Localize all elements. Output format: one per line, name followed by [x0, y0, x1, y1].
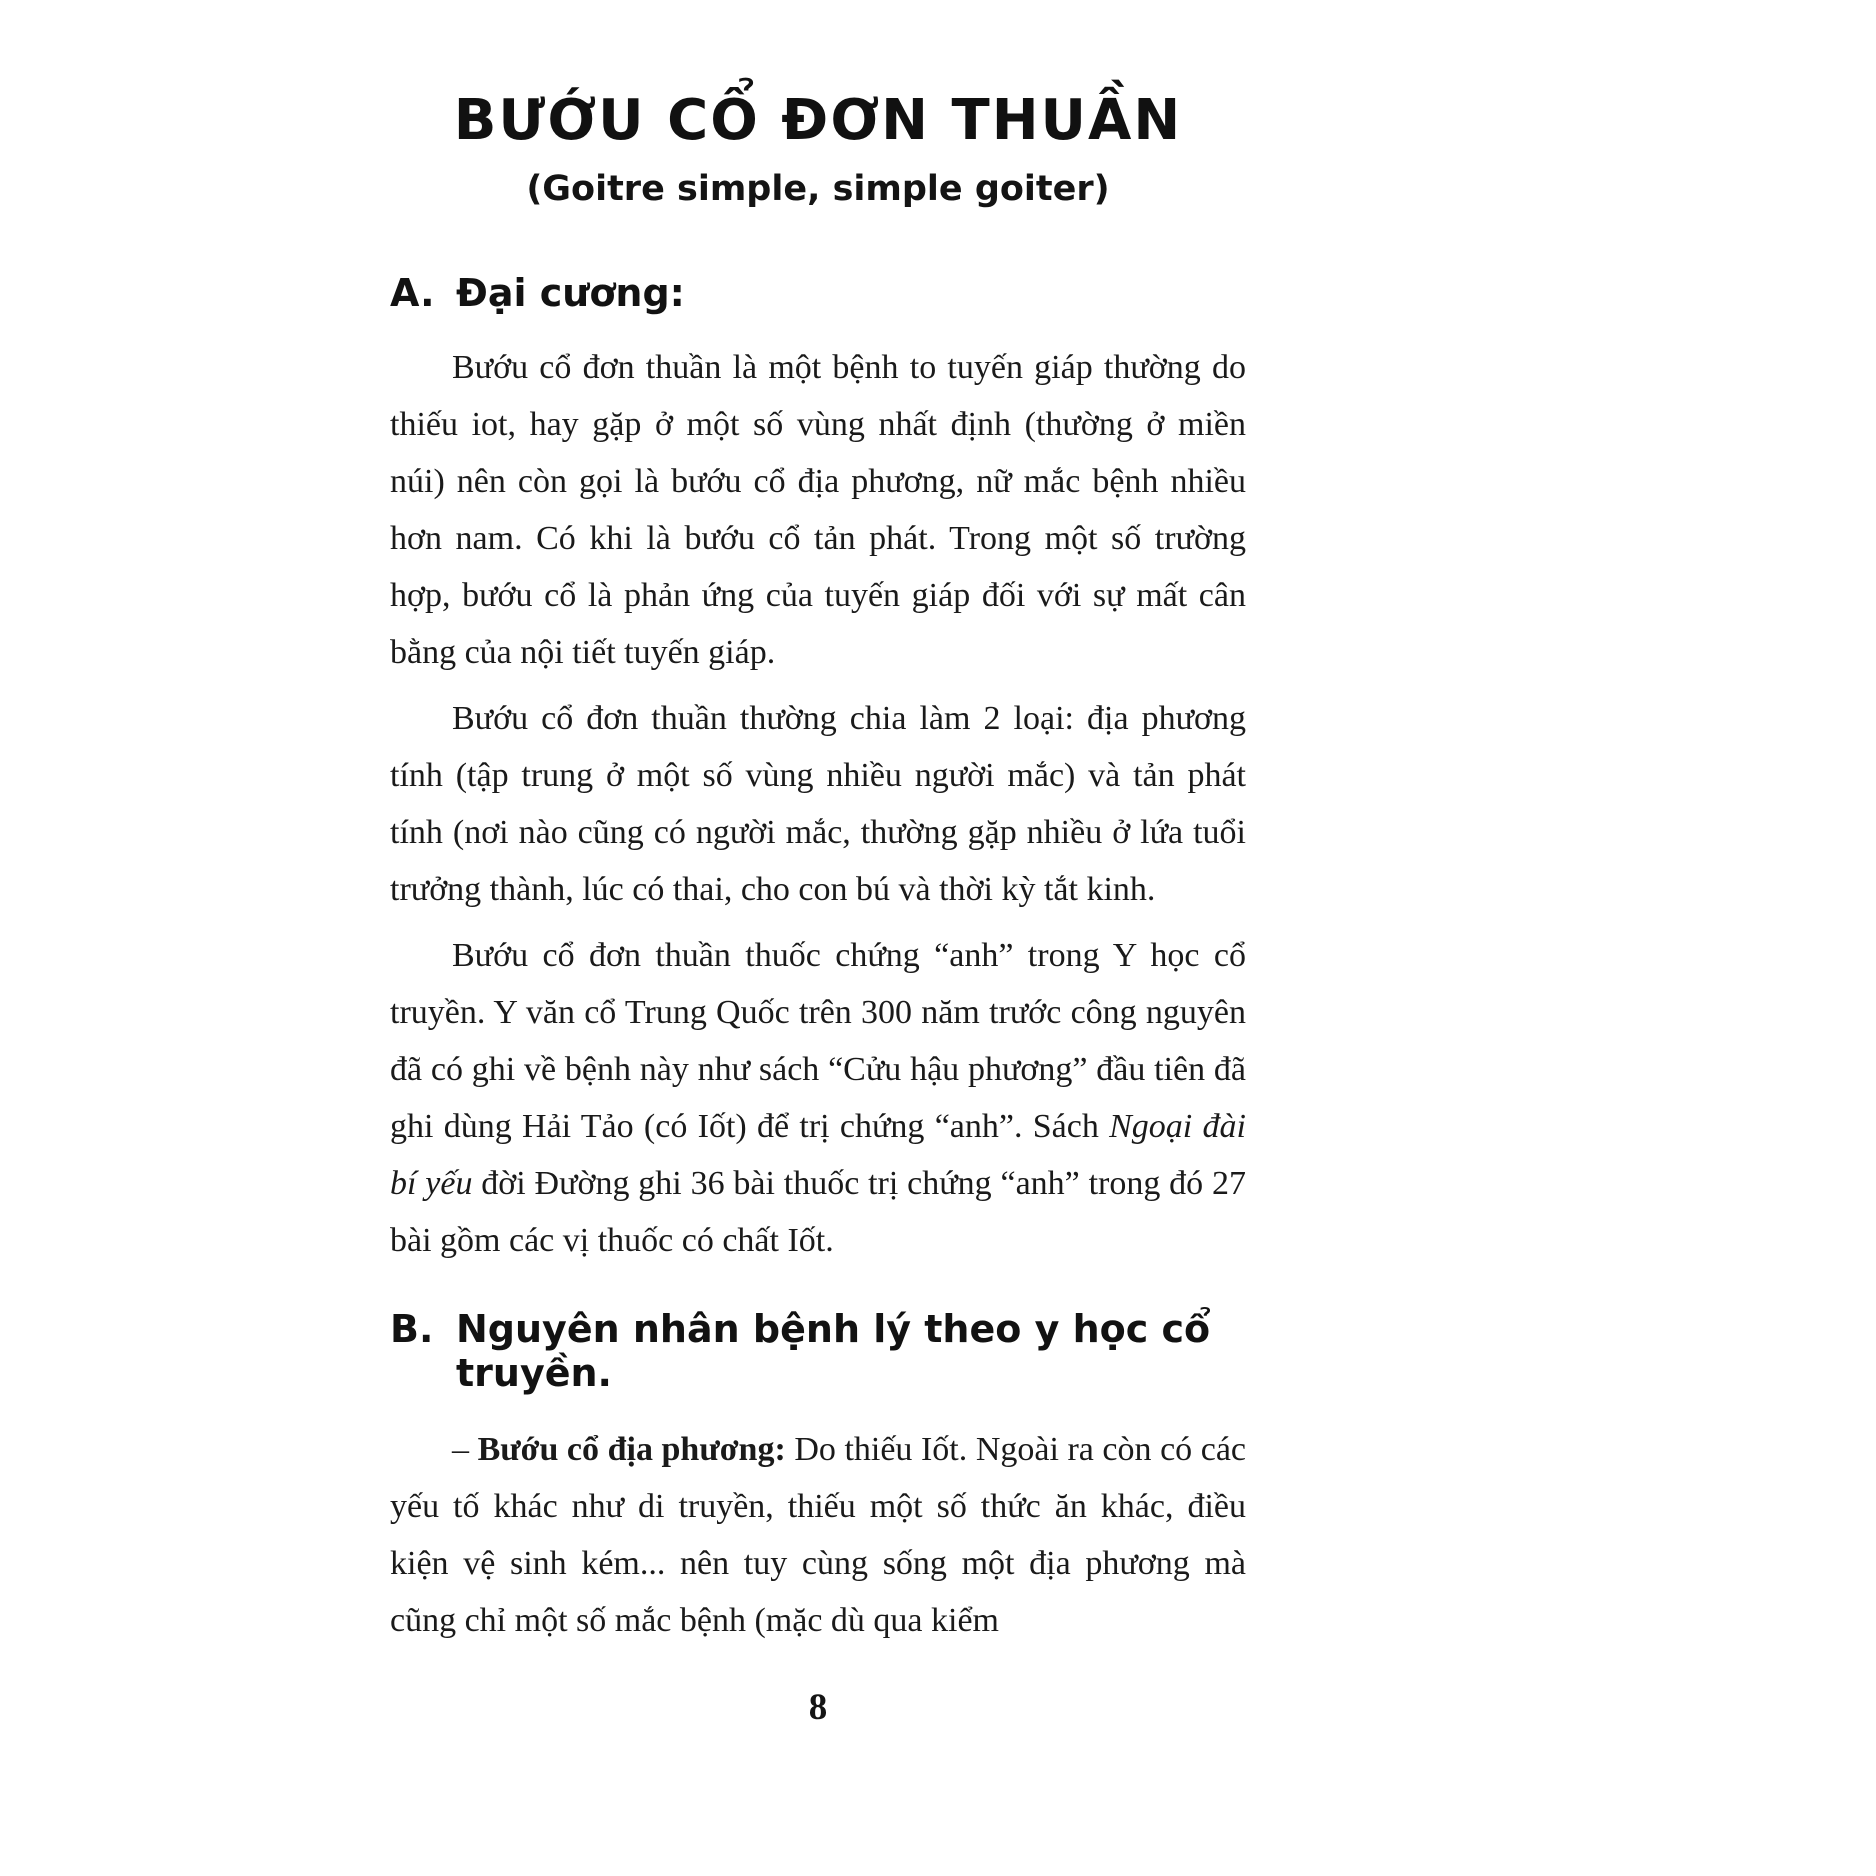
section-a-label: A. [390, 271, 435, 315]
page-title: BƯỚU CỔ ĐƠN THUẦN [453, 88, 1183, 153]
paragraph-1: Bướu cổ đơn thuần là một bệnh to tuyến giáp thường do thiếu iot, hay gặp ở một số vùng nhất định (thường ở miền núi) nên còn gọi là bướu cổ địa phương, nữ mắc bệnh nhiều hơn nam. Có khi là bướu cổ tản phát. Trong một số trường hợp, bướu cổ là phản ứng của tuyến giáp đối với sự mất cân bằng của nội tiết tuyến giáp. [390, 349, 1246, 671]
paragraph-3-start: Bướu cổ đơn thuần thuốc chứng “anh” trong Y học cổ truyền. Y văn cổ Trung Quốc trên 300 năm trước công nguyên đã có ghi về bệnh này như sách “Cửu hậu phương” đầu tiên đã ghi dùng Hải Tảo (có Iốt) để trị chứng “anh”. Sách [390, 937, 1246, 1145]
paragraph-4-lead: Bướu cổ địa phương: [477, 1431, 786, 1468]
paragraph-3-end: đời Đường ghi 36 bài thuốc trị chứng “anh” trong đó 27 bài gồm các vị thuốc có chất Iốt. [390, 1165, 1246, 1259]
paragraph-4-rest: Do thiếu Iốt. Ngoài ra còn có các yếu tố khác như di truyền, thiếu một số thức ăn khác, điều kiện vệ sinh kém... nên tuy cùng sống một địa phương mà cũng chỉ một số mắc bệnh (mặc dù qua kiểm [390, 1431, 1247, 1639]
paragraph-2: Bướu cổ đơn thuần thường chia làm 2 loại: địa phương tính (tập trung ở một số vùng nhiều người mắc) và tản phát tính (nơi nào cũng có người mắc, thường gặp nhiều ở lứa tuổi trưởng thành, lúc có thai, cho con bú và thời kỳ tắt kinh. [390, 700, 1246, 908]
paragraph-4 [390, 1421, 1246, 1649]
paragraph-3 [390, 927, 1246, 1269]
book-title-italic: Ngoại đài bí yếu [390, 1108, 1246, 1202]
paragraph-4-dash: – [452, 1431, 478, 1468]
text-block [390, 0, 1246, 1658]
section-a-heading [390, 271, 1246, 315]
section-b-heading-text: Nguyên nhân bệnh lý theo y học cổ truyền. [456, 1307, 1211, 1395]
section-a-heading-text: Đại cương: [456, 271, 685, 315]
page-number: 8 [808, 1687, 828, 1728]
section-b-heading [390, 1307, 1246, 1395]
page-subtitle: (Goitre simple, simple goiter) [526, 169, 1110, 209]
section-b-label: B. [390, 1307, 434, 1351]
